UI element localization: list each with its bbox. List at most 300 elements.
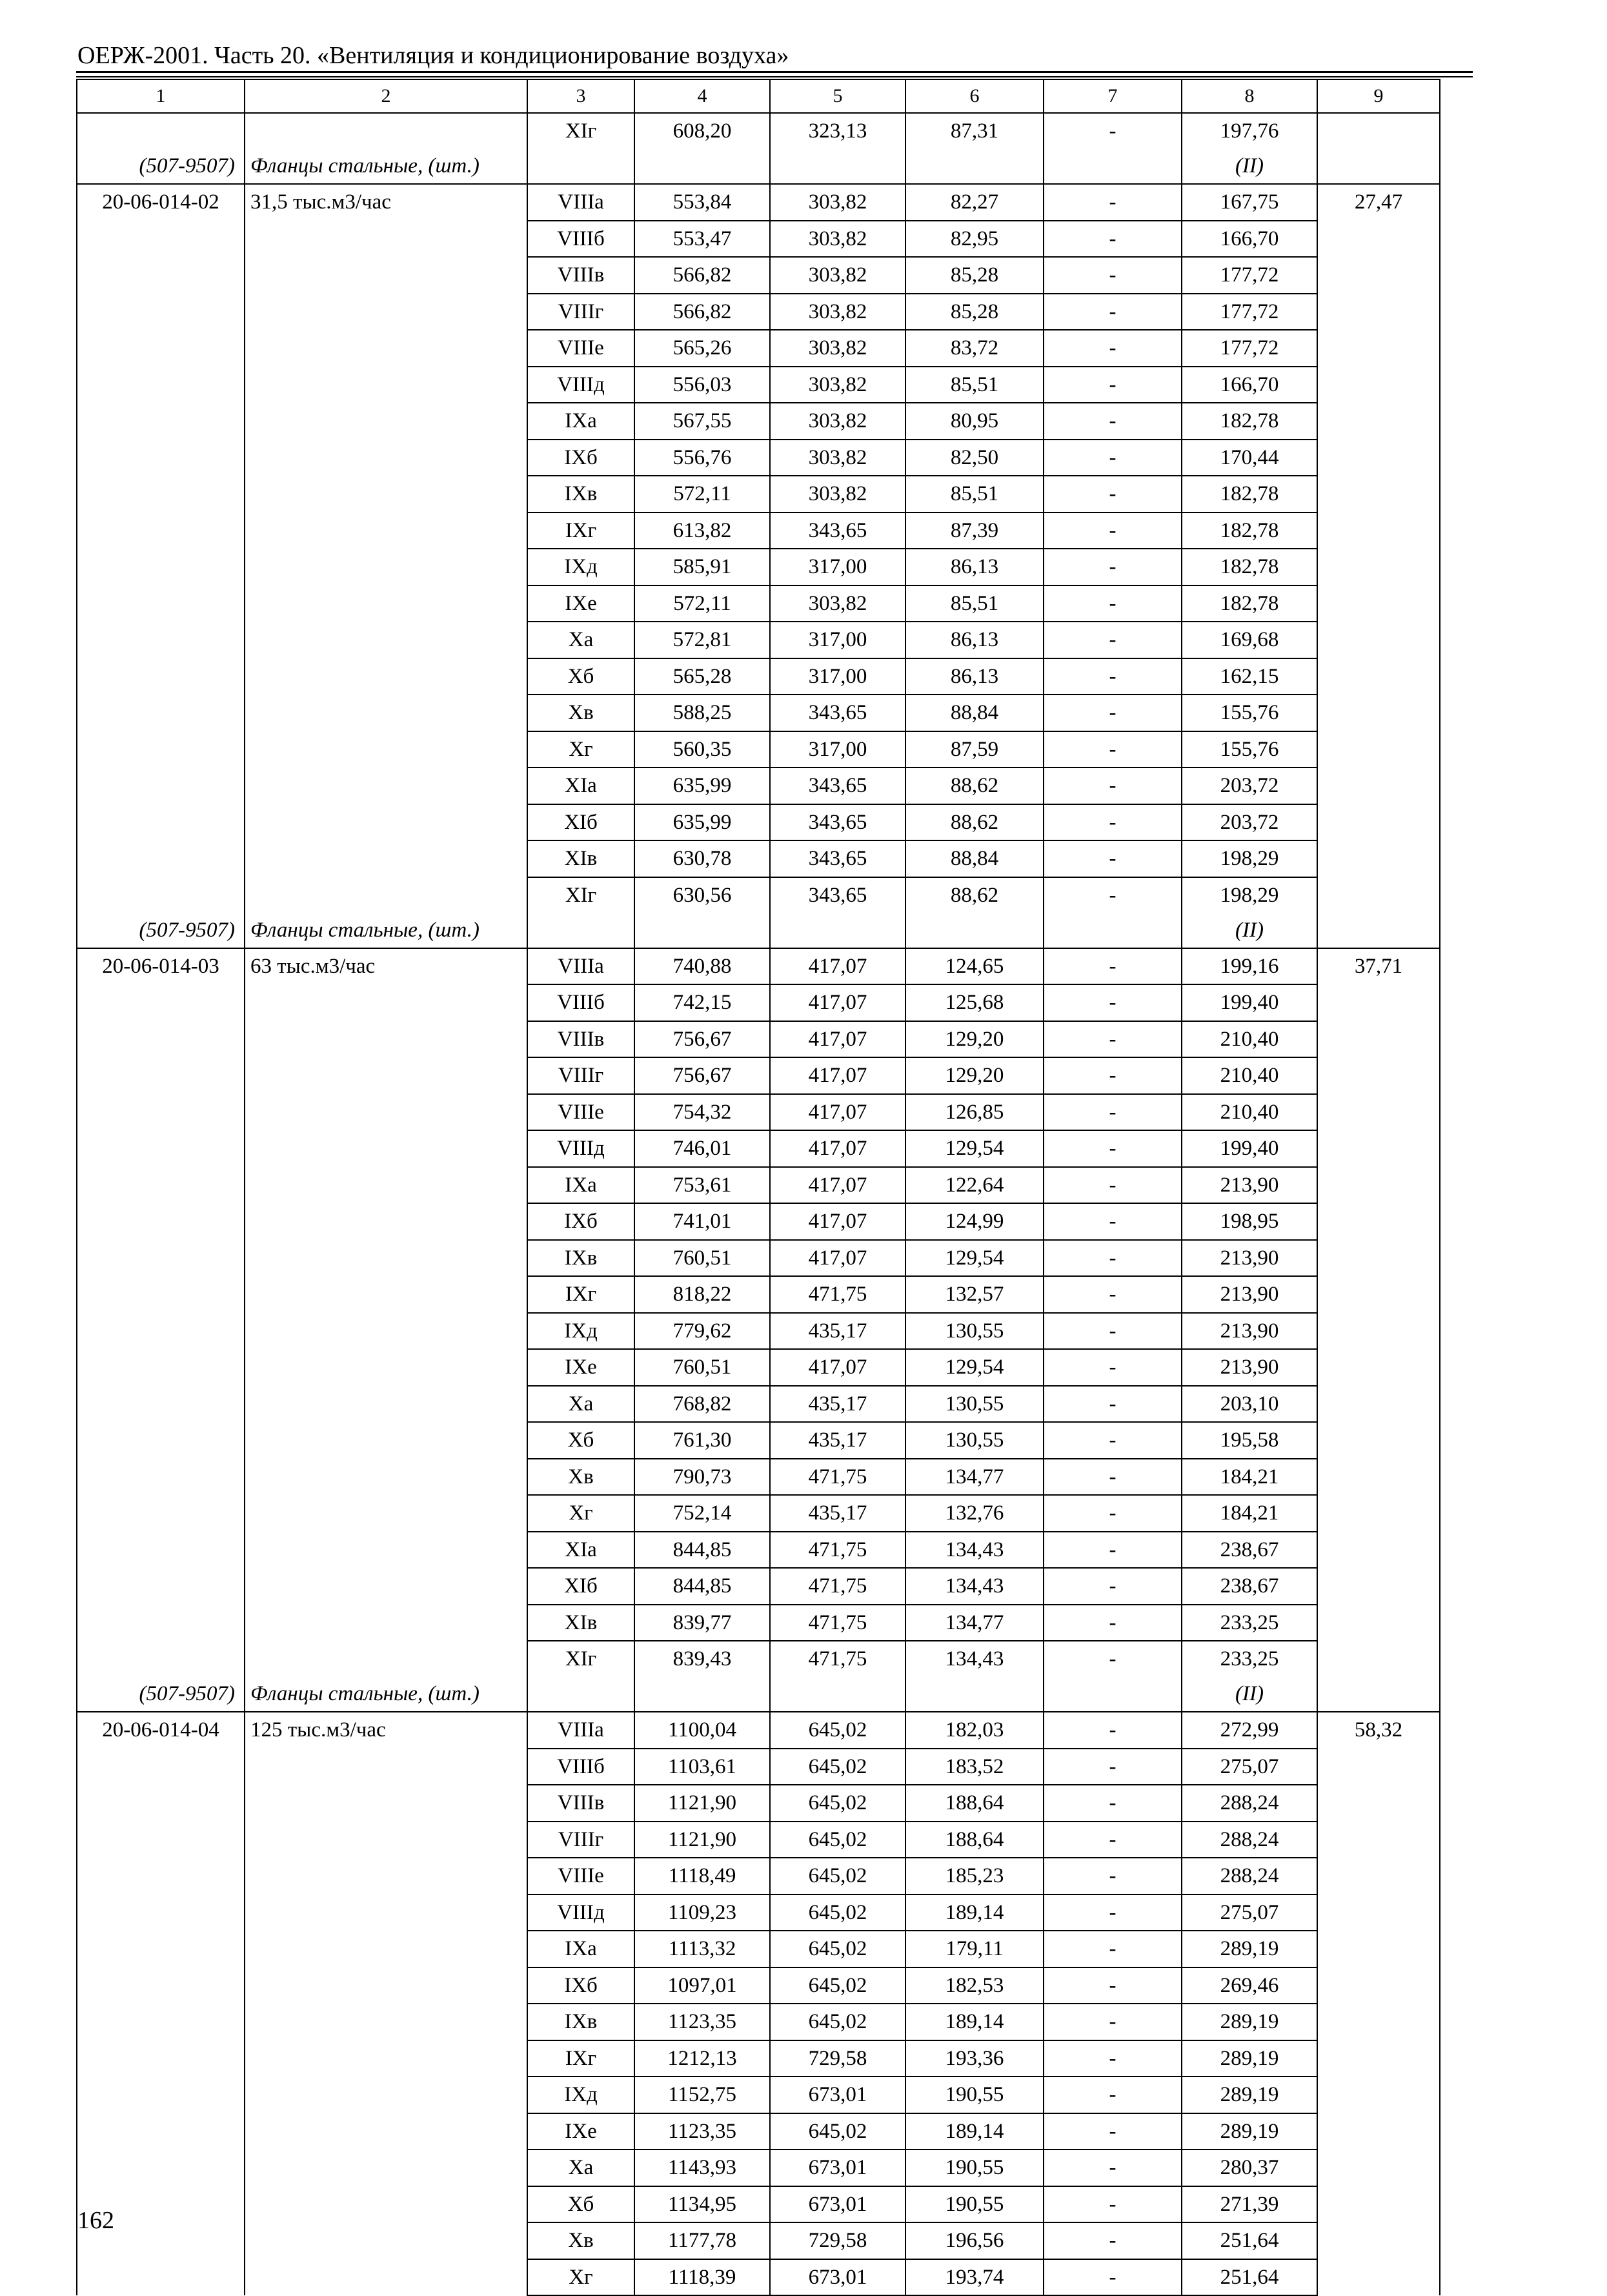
table-cell: 790,73 [634, 1459, 770, 1496]
table-cell: 753,61 [634, 1167, 770, 1204]
table-cell: 155,76 [1182, 731, 1317, 768]
table-cell: VIIIе [527, 330, 634, 367]
table-cell: 86,13 [905, 622, 1044, 658]
table-cell: 85,51 [905, 476, 1044, 513]
table-cell: 210,40 [1182, 1057, 1317, 1094]
empty-line [771, 913, 905, 948]
table-cell: - [1044, 695, 1182, 731]
table-cell: 435,17 [770, 1386, 905, 1423]
table-cell [634, 1641, 770, 1712]
table-cell: 761,30 [634, 1422, 770, 1459]
table-cell: 166,70 [1182, 367, 1317, 403]
table-cell: - [1044, 1021, 1182, 1058]
table-cell: 303,82 [770, 330, 905, 367]
table-cell: 741,01 [634, 1203, 770, 1240]
table-cell: - [1044, 476, 1182, 513]
flange-class: (II) [1235, 154, 1264, 178]
table-cell: 179,11 [905, 1931, 1044, 1967]
table-row [77, 948, 1440, 985]
table-cell: 272,99 [1182, 1712, 1317, 1749]
table-cell: 129,54 [905, 1240, 1044, 1277]
table-cell: IХг [527, 513, 634, 549]
table-cell: 435,17 [770, 1313, 905, 1350]
table-cell: 1118,39 [634, 2259, 770, 2296]
empty-line [528, 1676, 634, 1711]
table-cell: 588,25 [634, 695, 770, 731]
flange-code: (507-9507) [139, 1682, 235, 1705]
empty-line [906, 148, 1043, 183]
table-cell: 760,51 [634, 1349, 770, 1386]
table-cell: 185,23 [905, 1858, 1044, 1895]
table-cell: 566,82 [634, 294, 770, 330]
table-cell: 635,99 [634, 804, 770, 841]
column-header: 6 [905, 79, 1044, 113]
table-cell: VIIIа [527, 948, 634, 985]
table-cell: 303,82 [770, 440, 905, 476]
table-cell: 343,65 [770, 695, 905, 731]
table-cell: Хб [527, 2186, 634, 2223]
extra-value-text: 37,71 [1354, 954, 1403, 978]
table-cell: 183,52 [905, 1749, 1044, 1785]
table-cell: 182,78 [1182, 403, 1317, 440]
table-cell: 417,07 [770, 1167, 905, 1204]
table-cell: Хг [527, 731, 634, 768]
table-cell: - [1044, 585, 1182, 622]
table-cell: 195,58 [1182, 1422, 1317, 1459]
table-cell: 417,07 [770, 1130, 905, 1167]
cell-value: ХIг [565, 883, 597, 907]
table-cell: ХIа [527, 1532, 634, 1569]
column-header: 3 [527, 79, 634, 113]
item-code-text: 20-06-014-04 [102, 1718, 219, 1742]
table-cell: 417,07 [770, 1203, 905, 1240]
table-cell: - [1044, 2149, 1182, 2186]
table-cell: 435,17 [770, 1422, 905, 1459]
cell-value: ХIг [565, 119, 597, 143]
item-code [77, 184, 245, 948]
table-cell: ХIб [527, 1568, 634, 1605]
cell-value: 608,20 [672, 119, 732, 143]
table-cell: 635,99 [634, 767, 770, 804]
table-cell: 645,02 [770, 2004, 905, 2040]
table-cell: - [1044, 1568, 1182, 1605]
table-cell: 196,56 [905, 2222, 1044, 2259]
table-cell: - [1044, 440, 1182, 476]
table-cell: IХе [527, 2113, 634, 2150]
table-cell: 844,85 [634, 1532, 770, 1569]
table-cell: VIIIв [527, 1021, 634, 1058]
table-cell [905, 877, 1044, 948]
table-cell [1317, 113, 1440, 184]
table-cell: 213,90 [1182, 1240, 1317, 1277]
table-cell: - [1044, 2077, 1182, 2113]
table-cell: - [1044, 1495, 1182, 1532]
table-cell: 1118,49 [634, 1858, 770, 1895]
table-cell: 199,16 [1182, 948, 1317, 985]
item-name-text: 125 тыс.м3/час [250, 1718, 386, 1742]
table-cell: 645,02 [770, 1749, 905, 1785]
flange-label: Фланцы стальные, (шт.) [250, 154, 480, 178]
table-cell: VIIIа [527, 1712, 634, 1749]
table-cell: 85,28 [905, 294, 1044, 330]
table-cell: IХа [527, 1167, 634, 1204]
table-cell: 184,21 [1182, 1495, 1317, 1532]
table-cell: 645,02 [770, 1858, 905, 1895]
table-cell: IХе [527, 585, 634, 622]
table-cell: VIIIг [527, 1057, 634, 1094]
table-cell: 1123,35 [634, 2004, 770, 2040]
table-cell: - [1044, 403, 1182, 440]
table-cell: 85,28 [905, 257, 1044, 294]
table-cell: 193,74 [905, 2259, 1044, 2296]
table-cell: VIIIе [527, 1858, 634, 1895]
table-cell: ХIв [527, 1605, 634, 1641]
table-cell: - [1044, 1822, 1182, 1858]
table-cell: 289,19 [1182, 2040, 1317, 2077]
column-header: 5 [770, 79, 905, 113]
table-cell: - [1044, 1167, 1182, 1204]
table-cell: 729,58 [770, 2040, 905, 2077]
table-cell: 271,39 [1182, 2186, 1317, 2223]
page-number: 162 [77, 2207, 114, 2234]
header-rule-thin [76, 76, 1473, 77]
column-header-row [77, 79, 1440, 113]
cell-value: 343,65 [808, 883, 867, 907]
table-cell [1182, 1641, 1317, 1712]
table-cell: 182,53 [905, 1967, 1044, 2004]
table-cell: 740,88 [634, 948, 770, 985]
table-cell: IХб [527, 1967, 634, 2004]
table-cell: 566,82 [634, 257, 770, 294]
table-cell: 280,37 [1182, 2149, 1317, 2186]
table-cell: IХв [527, 2004, 634, 2040]
item-name [245, 184, 527, 948]
table-cell: 213,90 [1182, 1313, 1317, 1350]
table-cell [770, 877, 905, 948]
empty-line [771, 148, 905, 183]
table-cell: 673,01 [770, 2259, 905, 2296]
table-cell: - [1044, 513, 1182, 549]
table-cell: 417,07 [770, 948, 905, 985]
table-cell: 417,07 [770, 1057, 905, 1094]
table-cell: 238,67 [1182, 1532, 1317, 1569]
table-cell [770, 113, 905, 184]
table-cell: 210,40 [1182, 1094, 1317, 1131]
table-cell: IХд [527, 2077, 634, 2113]
cell-value: 630,56 [672, 883, 732, 907]
table-cell: VIIIе [527, 1094, 634, 1131]
table-cell: 303,82 [770, 184, 905, 221]
table-cell: 198,29 [1182, 840, 1317, 877]
table-cell: 88,62 [905, 767, 1044, 804]
table-row [77, 113, 1440, 184]
table-cell: - [1044, 840, 1182, 877]
table-cell: VIIIв [527, 1785, 634, 1822]
column-header: 2 [245, 79, 527, 113]
column-header: 9 [1317, 79, 1440, 113]
table-cell: 754,32 [634, 1094, 770, 1131]
table-cell: - [1044, 221, 1182, 258]
table-cell: - [1044, 2004, 1182, 2040]
item-name [245, 1712, 527, 2295]
table-cell: Хб [527, 658, 634, 695]
table-cell: 317,00 [770, 658, 905, 695]
table-cell: IХг [527, 1276, 634, 1313]
table-cell: - [1044, 658, 1182, 695]
table-cell: - [1044, 2040, 1182, 2077]
table-cell: 317,00 [770, 731, 905, 768]
extra-value [1317, 1712, 1440, 2295]
table-cell: 87,39 [905, 513, 1044, 549]
table-cell: 760,51 [634, 1240, 770, 1277]
table-cell: 126,85 [905, 1094, 1044, 1131]
table-cell: 471,75 [770, 1276, 905, 1313]
table-cell: 182,78 [1182, 585, 1317, 622]
flange-class: (II) [1235, 1682, 1264, 1705]
table-cell: - [1044, 1749, 1182, 1785]
table-cell: 585,91 [634, 549, 770, 585]
table-cell: 182,03 [905, 1712, 1044, 1749]
table-cell: 132,76 [905, 1495, 1044, 1532]
table-cell: 87,59 [905, 731, 1044, 768]
table-cell: 746,01 [634, 1130, 770, 1167]
table-cell: 1143,93 [634, 2149, 770, 2186]
extra-value [1317, 948, 1440, 1712]
table-cell: 317,00 [770, 549, 905, 585]
table-cell: 162,15 [1182, 658, 1317, 695]
table-cell: 251,64 [1182, 2259, 1317, 2296]
empty-line [528, 148, 634, 183]
flange-code: (507-9507) [139, 918, 235, 942]
page-header: ОЕРЖ-2001. Часть 20. «Вентиляция и кондиционирование воздуха» [77, 42, 789, 69]
table-cell: 275,07 [1182, 1749, 1317, 1785]
empty-line [528, 913, 634, 948]
flange-code: (507-9507) [139, 154, 235, 178]
table-cell: 417,07 [770, 984, 905, 1021]
table-cell: 188,64 [905, 1785, 1044, 1822]
column-header: 1 [77, 79, 245, 113]
table-cell: 567,55 [634, 403, 770, 440]
table-cell: 199,40 [1182, 1130, 1317, 1167]
table-cell: 471,75 [770, 1532, 905, 1569]
table-cell: IХа [527, 403, 634, 440]
table-cell: - [1044, 1895, 1182, 1931]
table-cell: VIIIа [527, 184, 634, 221]
table-cell: - [1044, 1057, 1182, 1094]
table-cell: - [1044, 1349, 1182, 1386]
table-cell: 673,01 [770, 2186, 905, 2223]
column-header: 4 [634, 79, 770, 113]
table-cell: 213,90 [1182, 1276, 1317, 1313]
table-cell: 88,84 [905, 695, 1044, 731]
cell-value: 88,62 [950, 883, 999, 907]
table-cell: 673,01 [770, 2149, 905, 2186]
table-cell: - [1044, 1094, 1182, 1131]
table-cell [527, 877, 634, 948]
table-cell: IХе [527, 1349, 634, 1386]
table-cell: Хб [527, 1422, 634, 1459]
table-cell: 177,72 [1182, 330, 1317, 367]
table-cell: VIIIг [527, 294, 634, 330]
table-cell: 233,25 [1182, 1605, 1317, 1641]
table-cell: 1152,75 [634, 2077, 770, 2113]
table-cell: 182,78 [1182, 476, 1317, 513]
table-cell: 189,14 [905, 2113, 1044, 2150]
table-cell: 289,19 [1182, 2004, 1317, 2040]
empty-line [906, 913, 1043, 948]
table-cell: 1212,13 [634, 2040, 770, 2077]
table-cell: - [1044, 1785, 1182, 1822]
table-cell: 1177,78 [634, 2222, 770, 2259]
table-cell: 645,02 [770, 1895, 905, 1931]
table-cell: - [1044, 1130, 1182, 1167]
table-cell: VIIIд [527, 1130, 634, 1167]
table-cell: 303,82 [770, 403, 905, 440]
table-cell: 673,01 [770, 2077, 905, 2113]
table-cell: 288,24 [1182, 1822, 1317, 1858]
table-cell: - [1044, 2259, 1182, 2296]
table-cell: 343,65 [770, 767, 905, 804]
table-cell: - [1044, 1712, 1182, 1749]
table-cell: 134,43 [905, 1532, 1044, 1569]
table-cell: 303,82 [770, 294, 905, 330]
table-cell: 155,76 [1182, 695, 1317, 731]
table-cell: 130,55 [905, 1422, 1044, 1459]
item-code [77, 948, 245, 1712]
table-cell: - [1044, 1422, 1182, 1459]
table-cell: 238,67 [1182, 1568, 1317, 1605]
table-cell: Ха [527, 622, 634, 658]
table-cell: 210,40 [1182, 1021, 1317, 1058]
table-cell: VIIIд [527, 367, 634, 403]
table-cell [905, 113, 1044, 184]
table-cell: 166,70 [1182, 221, 1317, 258]
table-cell: Хв [527, 695, 634, 731]
table-cell: IХг [527, 2040, 634, 2077]
table-cell: 203,72 [1182, 804, 1317, 841]
table-cell: 288,24 [1182, 1785, 1317, 1822]
table-cell: 560,35 [634, 731, 770, 768]
table-cell: 82,27 [905, 184, 1044, 221]
table-cell: 188,64 [905, 1822, 1044, 1858]
table-cell: 779,62 [634, 1313, 770, 1350]
table-cell: - [1044, 1276, 1182, 1313]
table-cell: - [1044, 330, 1182, 367]
table-cell: - [1044, 804, 1182, 841]
cell-value: - [1109, 1647, 1117, 1671]
table-cell: Ха [527, 2149, 634, 2186]
table-cell: - [1044, 1313, 1182, 1350]
table-cell: 343,65 [770, 804, 905, 841]
flange-label: Фланцы стальные, (шт.) [250, 918, 480, 942]
table-cell: 303,82 [770, 585, 905, 622]
table-cell: VIIIб [527, 221, 634, 258]
table-cell: Ха [527, 1386, 634, 1423]
empty-line [771, 1676, 905, 1711]
table-cell: 177,72 [1182, 257, 1317, 294]
table-cell: 572,81 [634, 622, 770, 658]
cell-value: 87,31 [950, 119, 999, 143]
table-cell: - [1044, 184, 1182, 221]
table-cell: 613,82 [634, 513, 770, 549]
table-cell: 129,54 [905, 1349, 1044, 1386]
table-cell: IХв [527, 1240, 634, 1277]
table-cell: 125,68 [905, 984, 1044, 1021]
table-cell: 343,65 [770, 840, 905, 877]
table-cell: 1097,01 [634, 1967, 770, 2004]
table-cell: 134,43 [905, 1568, 1044, 1605]
table-cell: Хв [527, 1459, 634, 1496]
table-cell: 303,82 [770, 367, 905, 403]
table-cell: 645,02 [770, 1785, 905, 1822]
table-cell: 184,21 [1182, 1459, 1317, 1496]
table-cell: 471,75 [770, 1459, 905, 1496]
table-cell: - [1044, 1967, 1182, 2004]
table-cell: 203,72 [1182, 767, 1317, 804]
column-header: 7 [1044, 79, 1182, 113]
cell-value: 197,76 [1220, 119, 1279, 143]
table-cell: 1123,35 [634, 2113, 770, 2150]
table-cell: 1103,61 [634, 1749, 770, 1785]
empty-line [635, 148, 769, 183]
table-cell: 289,19 [1182, 1931, 1317, 1967]
table-cell: 645,02 [770, 2113, 905, 2150]
table-cell: IХб [527, 440, 634, 476]
table-cell: - [1044, 1931, 1182, 1967]
cell-value: 839,43 [672, 1647, 732, 1671]
table-cell [905, 1641, 1044, 1712]
table-cell: VIIIд [527, 1895, 634, 1931]
table-cell: VIIIв [527, 257, 634, 294]
table-cell: 417,07 [770, 1094, 905, 1131]
table-cell: - [1044, 948, 1182, 985]
table-cell: - [1044, 1240, 1182, 1277]
extra-value [1317, 184, 1440, 948]
table-cell: Хг [527, 2259, 634, 2296]
table-cell: 275,07 [1182, 1895, 1317, 1931]
item-code-text: 20-06-014-03 [102, 954, 219, 978]
table-cell: ХIа [527, 767, 634, 804]
table-cell: 729,58 [770, 2222, 905, 2259]
table-cell: 198,95 [1182, 1203, 1317, 1240]
flange-label: Фланцы стальные, (шт.) [250, 1682, 480, 1705]
table-cell: 190,55 [905, 2077, 1044, 2113]
table-cell: 213,90 [1182, 1349, 1317, 1386]
table-cell: 80,95 [905, 403, 1044, 440]
table-cell: 1113,32 [634, 1931, 770, 1967]
table-cell: Хг [527, 1495, 634, 1532]
cell-value: 323,13 [808, 119, 867, 143]
price-table [76, 79, 1440, 2296]
table-cell: - [1044, 1532, 1182, 1569]
table-cell: 572,11 [634, 585, 770, 622]
table-cell: - [1044, 1858, 1182, 1895]
cell-value: 198,29 [1220, 883, 1279, 907]
table-cell: - [1044, 294, 1182, 330]
table-cell: 752,14 [634, 1495, 770, 1532]
table-cell [1182, 113, 1317, 184]
table-cell: 85,51 [905, 585, 1044, 622]
table-cell: 556,76 [634, 440, 770, 476]
empty-line [635, 913, 769, 948]
table-cell: 343,65 [770, 513, 905, 549]
table-cell: 417,07 [770, 1349, 905, 1386]
table-cell: 839,77 [634, 1605, 770, 1641]
table-cell: 129,20 [905, 1021, 1044, 1058]
table-cell [634, 877, 770, 948]
flange-code-cell [77, 113, 245, 184]
table-cell: - [1044, 2186, 1182, 2223]
